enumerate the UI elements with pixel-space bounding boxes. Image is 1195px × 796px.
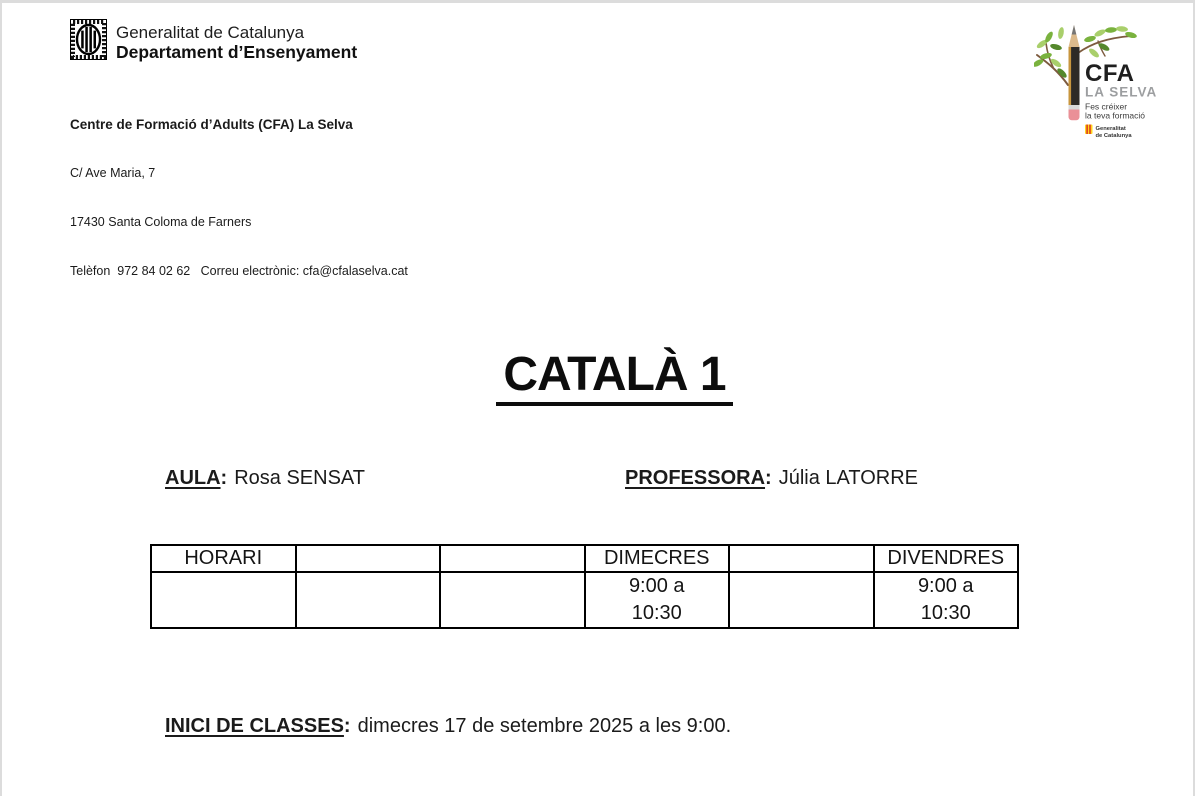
header-cell-blank-1 bbox=[296, 545, 441, 572]
schedule-times-row bbox=[151, 572, 1018, 628]
cell-blank-1-time bbox=[296, 572, 441, 628]
header-cell-divendres: DIVENDRES bbox=[874, 545, 1019, 572]
school-name: Centre de Formació d’Adults (CFA) La Selva bbox=[70, 116, 353, 132]
contact-line: Telèfon 972 84 02 62 Correu electrònic: cfa@cfalaselva.cat bbox=[70, 264, 408, 279]
gencat-mini-line1: Generalitat bbox=[1095, 126, 1126, 132]
header-cell-horari: HORARI bbox=[151, 545, 296, 572]
cfa-la-selva-logo bbox=[1034, 11, 1162, 150]
cell-horari-time bbox=[151, 572, 296, 628]
schedule-table bbox=[150, 544, 1019, 629]
org-line1: Generalitat de Catalunya bbox=[116, 23, 305, 42]
inici-value: dimecres 17 de setembre 2025 a les 9:00. bbox=[357, 715, 732, 737]
cfa-logo-graphic bbox=[1034, 11, 1162, 145]
school-address-block bbox=[70, 84, 408, 312]
inici-line bbox=[165, 715, 731, 738]
generalitat-header bbox=[70, 19, 358, 62]
cell-dimecres-time: 9:00 a 10:30 bbox=[585, 572, 730, 628]
generalitat-wordmark bbox=[116, 24, 357, 61]
cfa-wordmark bbox=[1085, 60, 1157, 121]
cell-blank-3-time bbox=[729, 572, 874, 628]
inici-colon: : bbox=[343, 715, 351, 737]
gencat-mini-logo bbox=[1085, 125, 1132, 139]
header-cell-blank-2 bbox=[440, 545, 585, 572]
generalitat-shield-icon bbox=[70, 19, 107, 60]
document-page bbox=[2, 3, 1193, 796]
page-title: CATALÀ 1 bbox=[496, 351, 732, 406]
address-city: 17430 Santa Coloma de Farners bbox=[70, 215, 252, 230]
pencil-icon bbox=[1069, 25, 1080, 120]
professora-value: Júlia LATORRE bbox=[778, 467, 919, 489]
org-line2: Departament d’Ensenyament bbox=[116, 41, 358, 62]
cell-blank-2-time bbox=[440, 572, 585, 628]
aula-line bbox=[165, 467, 365, 490]
cfa-tagline-2: la teva formació bbox=[1085, 110, 1145, 121]
schedule-header-row bbox=[151, 545, 1018, 572]
header-cell-dimecres: DIMECRES bbox=[585, 545, 730, 572]
address-street: C/ Ave Maria, 7 bbox=[70, 166, 156, 181]
cell-divendres-time: 9:00 a 10:30 bbox=[874, 572, 1019, 628]
cfa-tagline-1: Fes créixer bbox=[1085, 101, 1128, 112]
inici-label: INICI DE CLASSES bbox=[165, 715, 344, 737]
professora-label: PROFESSORA bbox=[625, 467, 766, 489]
cfa-name: CFA bbox=[1085, 60, 1135, 87]
header-cell-blank-3 bbox=[729, 545, 874, 572]
aula-label: AULA bbox=[165, 467, 221, 489]
aula-colon: : bbox=[220, 467, 228, 489]
professora-colon: : bbox=[765, 467, 772, 489]
cfa-subname: LA SELVA bbox=[1085, 84, 1158, 100]
aula-value: Rosa SENSAT bbox=[234, 467, 365, 489]
gencat-mini-line2: de Catalunya bbox=[1095, 132, 1132, 139]
professora-line bbox=[625, 467, 918, 490]
